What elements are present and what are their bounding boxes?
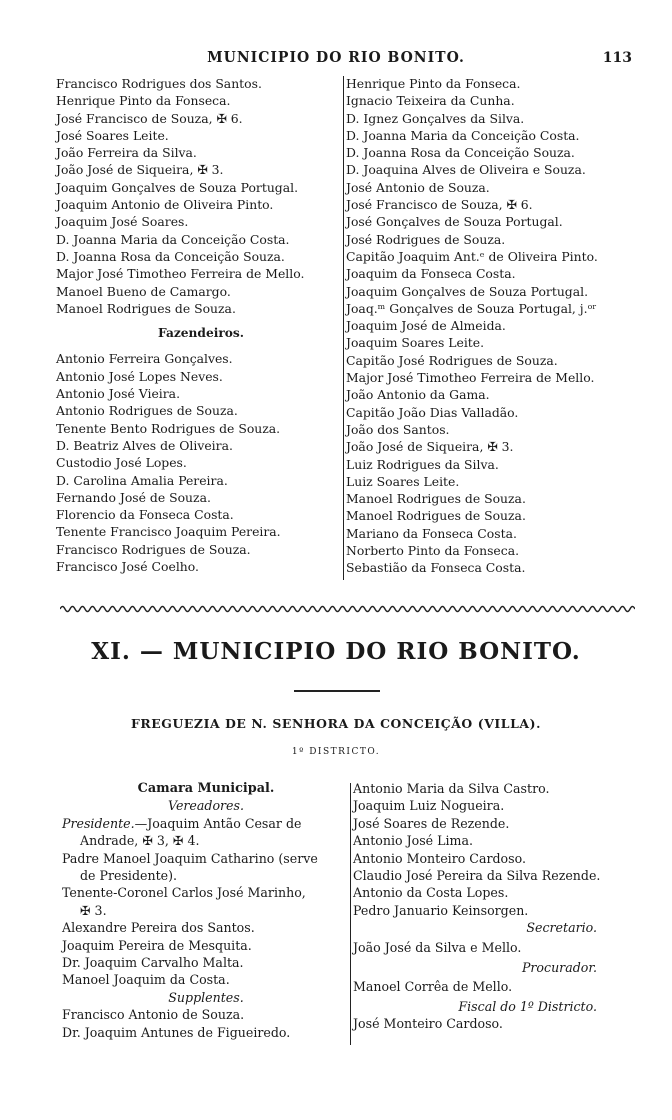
padre-line: Padre Manoel Joaquim Catharino (serve [62, 850, 318, 866]
list-item: Major José Timotheo Ferreira de Mello. [56, 266, 305, 282]
list-item: José Francisco de Souza, ✠ 6. [56, 110, 243, 126]
list-item: Norberto Pinto da Fonseca. [346, 543, 520, 559]
list-item: Joaquim José de Almeida. [346, 318, 506, 334]
list-item: D. Beatriz Alves de Oliveira. [56, 437, 233, 453]
presidente-text [62, 816, 282, 831]
page-number: 113 [602, 50, 632, 66]
list-item: Joaquim Antonio de Oliveira Pinto. [56, 197, 274, 213]
spacer [56, 342, 346, 350]
fiscal-heading: Fiscal do 1º Districto. [458, 999, 597, 1015]
list-item: Joaquim Luiz Nogueira. [353, 798, 505, 814]
procurador-heading: Procurador. [521, 959, 597, 975]
list-item: Henrique Pinto da Fonseca. [346, 76, 521, 91]
freguesia-heading: FREGUEZIA DE N. SENHORA DA CONCEIÇÃO (VILLA). [130, 716, 542, 731]
list-item: João dos Santos. [346, 421, 450, 437]
tenente-continuation: ✠ 3. [80, 902, 107, 918]
list-item: Luiz Rodrigues da Silva. [346, 456, 499, 472]
list-item: D. Joanna Maria da Conceição Costa. [56, 231, 290, 247]
list-item: Manoel Rodrigues de Souza. [56, 300, 236, 316]
list-item: Dr. Joaquim Antunes de Figueiredo. [62, 1024, 291, 1040]
list-item: João Ferreira da Silva. [56, 145, 197, 161]
list-item: Alexandre Pereira dos Santos. [62, 920, 255, 936]
list-item: Capitão José Rodrigues de Souza. [346, 352, 558, 368]
bottom-right-column [353, 780, 643, 1033]
title-underline [294, 690, 380, 692]
list-item: Francisco Rodrigues de Souza. [56, 541, 251, 557]
list-item: José Soares Leite. [56, 127, 169, 143]
list-item: João Antonio da Gama. [346, 387, 490, 403]
list-item: João José de Siqueira, ✠ 3. [56, 162, 224, 178]
procurador-name: Manoel Corrêa de Mello. [353, 979, 513, 995]
list-item: Francisco José Coelho. [56, 559, 199, 575]
list-item: Henrique Pinto da Fonseca. [56, 93, 231, 109]
list-item: Francisco Antonio de Souza. [62, 1007, 245, 1023]
list-item: Florencio da Fonseca Costa. [56, 507, 234, 523]
list-item: Tenente Bento Rodrigues de Souza. [56, 420, 281, 436]
tenente-line: Tenente-Coronel Carlos José Marinho, [62, 885, 306, 901]
list-item: Capitão Joaquim Ant.ᵉ de Oliveira Pinto. [346, 248, 598, 264]
list-item: D. Carolina Amalia Pereira. [56, 472, 228, 488]
list-item: Mariano da Fonseca Costa. [346, 525, 517, 541]
list-item: José Gonçalves de Souza Portugal. [346, 214, 563, 230]
section-title: XI. — MUNICIPIO DO RIO BONITO. [91, 638, 581, 665]
list-item: Joaquim Gonçalves de Souza Portugal. [346, 283, 589, 299]
list-item: Antonio José Lima. [353, 833, 473, 849]
top-right-column [346, 75, 636, 577]
list-item: Major José Timotheo Ferreira de Mello. [346, 370, 595, 386]
list-item: Joaquim da Fonseca Costa. [346, 266, 516, 282]
list-item: Claudio José Pereira da Silva Rezende. [353, 868, 601, 884]
presidente-continuation: Andrade, ✠ 3, ✠ 4. [80, 833, 200, 849]
list-item: Tenente Francisco Joaquim Pereira. [56, 524, 281, 540]
list-item: D. Ignez Gonçalves da Silva. [346, 110, 525, 126]
list-item: Joaq.ᵐ Gonçalves de Souza Portugal, j.ᵒʳ [346, 300, 597, 316]
list-item: D. Joanna Rosa da Conceição Souza. [346, 145, 575, 161]
list-item: Custodio José Lopes. [56, 455, 187, 471]
list-item: José Antonio de Souza. [346, 179, 490, 195]
list-item: Fernando José de Souza. [56, 489, 211, 505]
list-item: José Francisco de Souza, ✠ 6. [346, 197, 533, 213]
list-item: Joaquim Gonçalves de Souza Portugal. [56, 179, 299, 195]
list-item: Dr. Joaquim Carvalho Malta. [62, 955, 244, 971]
list-item: Antonio Monteiro Cardoso. [353, 850, 526, 866]
secretario-heading: Secretario. [526, 920, 597, 936]
column-divider [343, 76, 344, 580]
spacer [56, 317, 346, 325]
padre-continuation: de Presidente). [80, 868, 178, 884]
list-item: Sebastião da Fonseca Costa. [346, 560, 526, 576]
camara-heading: Camara Municipal. [137, 781, 275, 796]
bottom-left-column [62, 780, 350, 1041]
list-item: Joaquim José Soares. [56, 214, 189, 230]
presidente-name-end: de [285, 815, 302, 831]
fazendeiros-heading: Fazendeiros. [158, 326, 244, 341]
presidente-name: —Joaquim Antão Cesar [134, 815, 282, 831]
top-left-column [56, 75, 346, 575]
list-item: Manoel Bueno de Camargo. [56, 283, 231, 299]
ornamental-rule [60, 604, 635, 614]
list-item: D. Joanna Maria da Conceição Costa. [346, 127, 580, 143]
list-item: D. Joaquina Alves de Oliveira e Souza. [346, 162, 586, 178]
fiscal-name: José Monteiro Cardoso. [353, 1016, 503, 1032]
list-item: Francisco Rodrigues dos Santos. [56, 76, 262, 91]
list-item: Luiz Soares Leite. [346, 473, 460, 489]
list-item: João José de Siqueira, ✠ 3. [346, 439, 514, 455]
list-item: José Soares de Rezende. [353, 815, 510, 831]
list-item: Antonio Maria da Silva Castro. [353, 781, 550, 796]
list-item: Ignacio Teixeira da Cunha. [346, 93, 515, 109]
running-title: MUNICIPIO DO RIO BONITO. [207, 49, 465, 67]
presidente-line [62, 815, 350, 832]
presidente-label: Presidente. [62, 815, 135, 831]
list-item: D. Joanna Rosa da Conceição Souza. [56, 248, 285, 264]
list-item: Manoel Rodrigues de Souza. [346, 508, 526, 524]
vereadores-heading: Vereadores. [168, 798, 244, 814]
list-item: Antonio da Costa Lopes. [353, 885, 509, 901]
list-item: Antonio Ferreira Gonçalves. [56, 351, 233, 367]
list-item: Joaquim Pereira de Mesquita. [62, 937, 252, 953]
list-item: Antonio Rodrigues de Souza. [56, 403, 238, 419]
list-item: Antonio José Vieira. [56, 386, 181, 402]
list-item: Antonio José Lopes Neves. [56, 368, 223, 384]
list-item: Manoel Joaquim da Costa. [62, 972, 230, 988]
distrito-heading: 1º DISTRICTO. [291, 747, 381, 757]
list-item: José Rodrigues de Souza. [346, 231, 506, 247]
list-item: Capitão João Dias Valladão. [346, 404, 519, 420]
supplentes-heading: Supplentes. [168, 989, 244, 1005]
list-item: Joaquim Soares Leite. [346, 335, 485, 351]
secretario-name: João José da Silva e Mello. [353, 939, 522, 955]
column-divider [350, 783, 351, 1045]
list-item: Manoel Rodrigues de Souza. [346, 491, 526, 507]
list-item: Pedro Januario Keinsorgen. [353, 902, 529, 918]
